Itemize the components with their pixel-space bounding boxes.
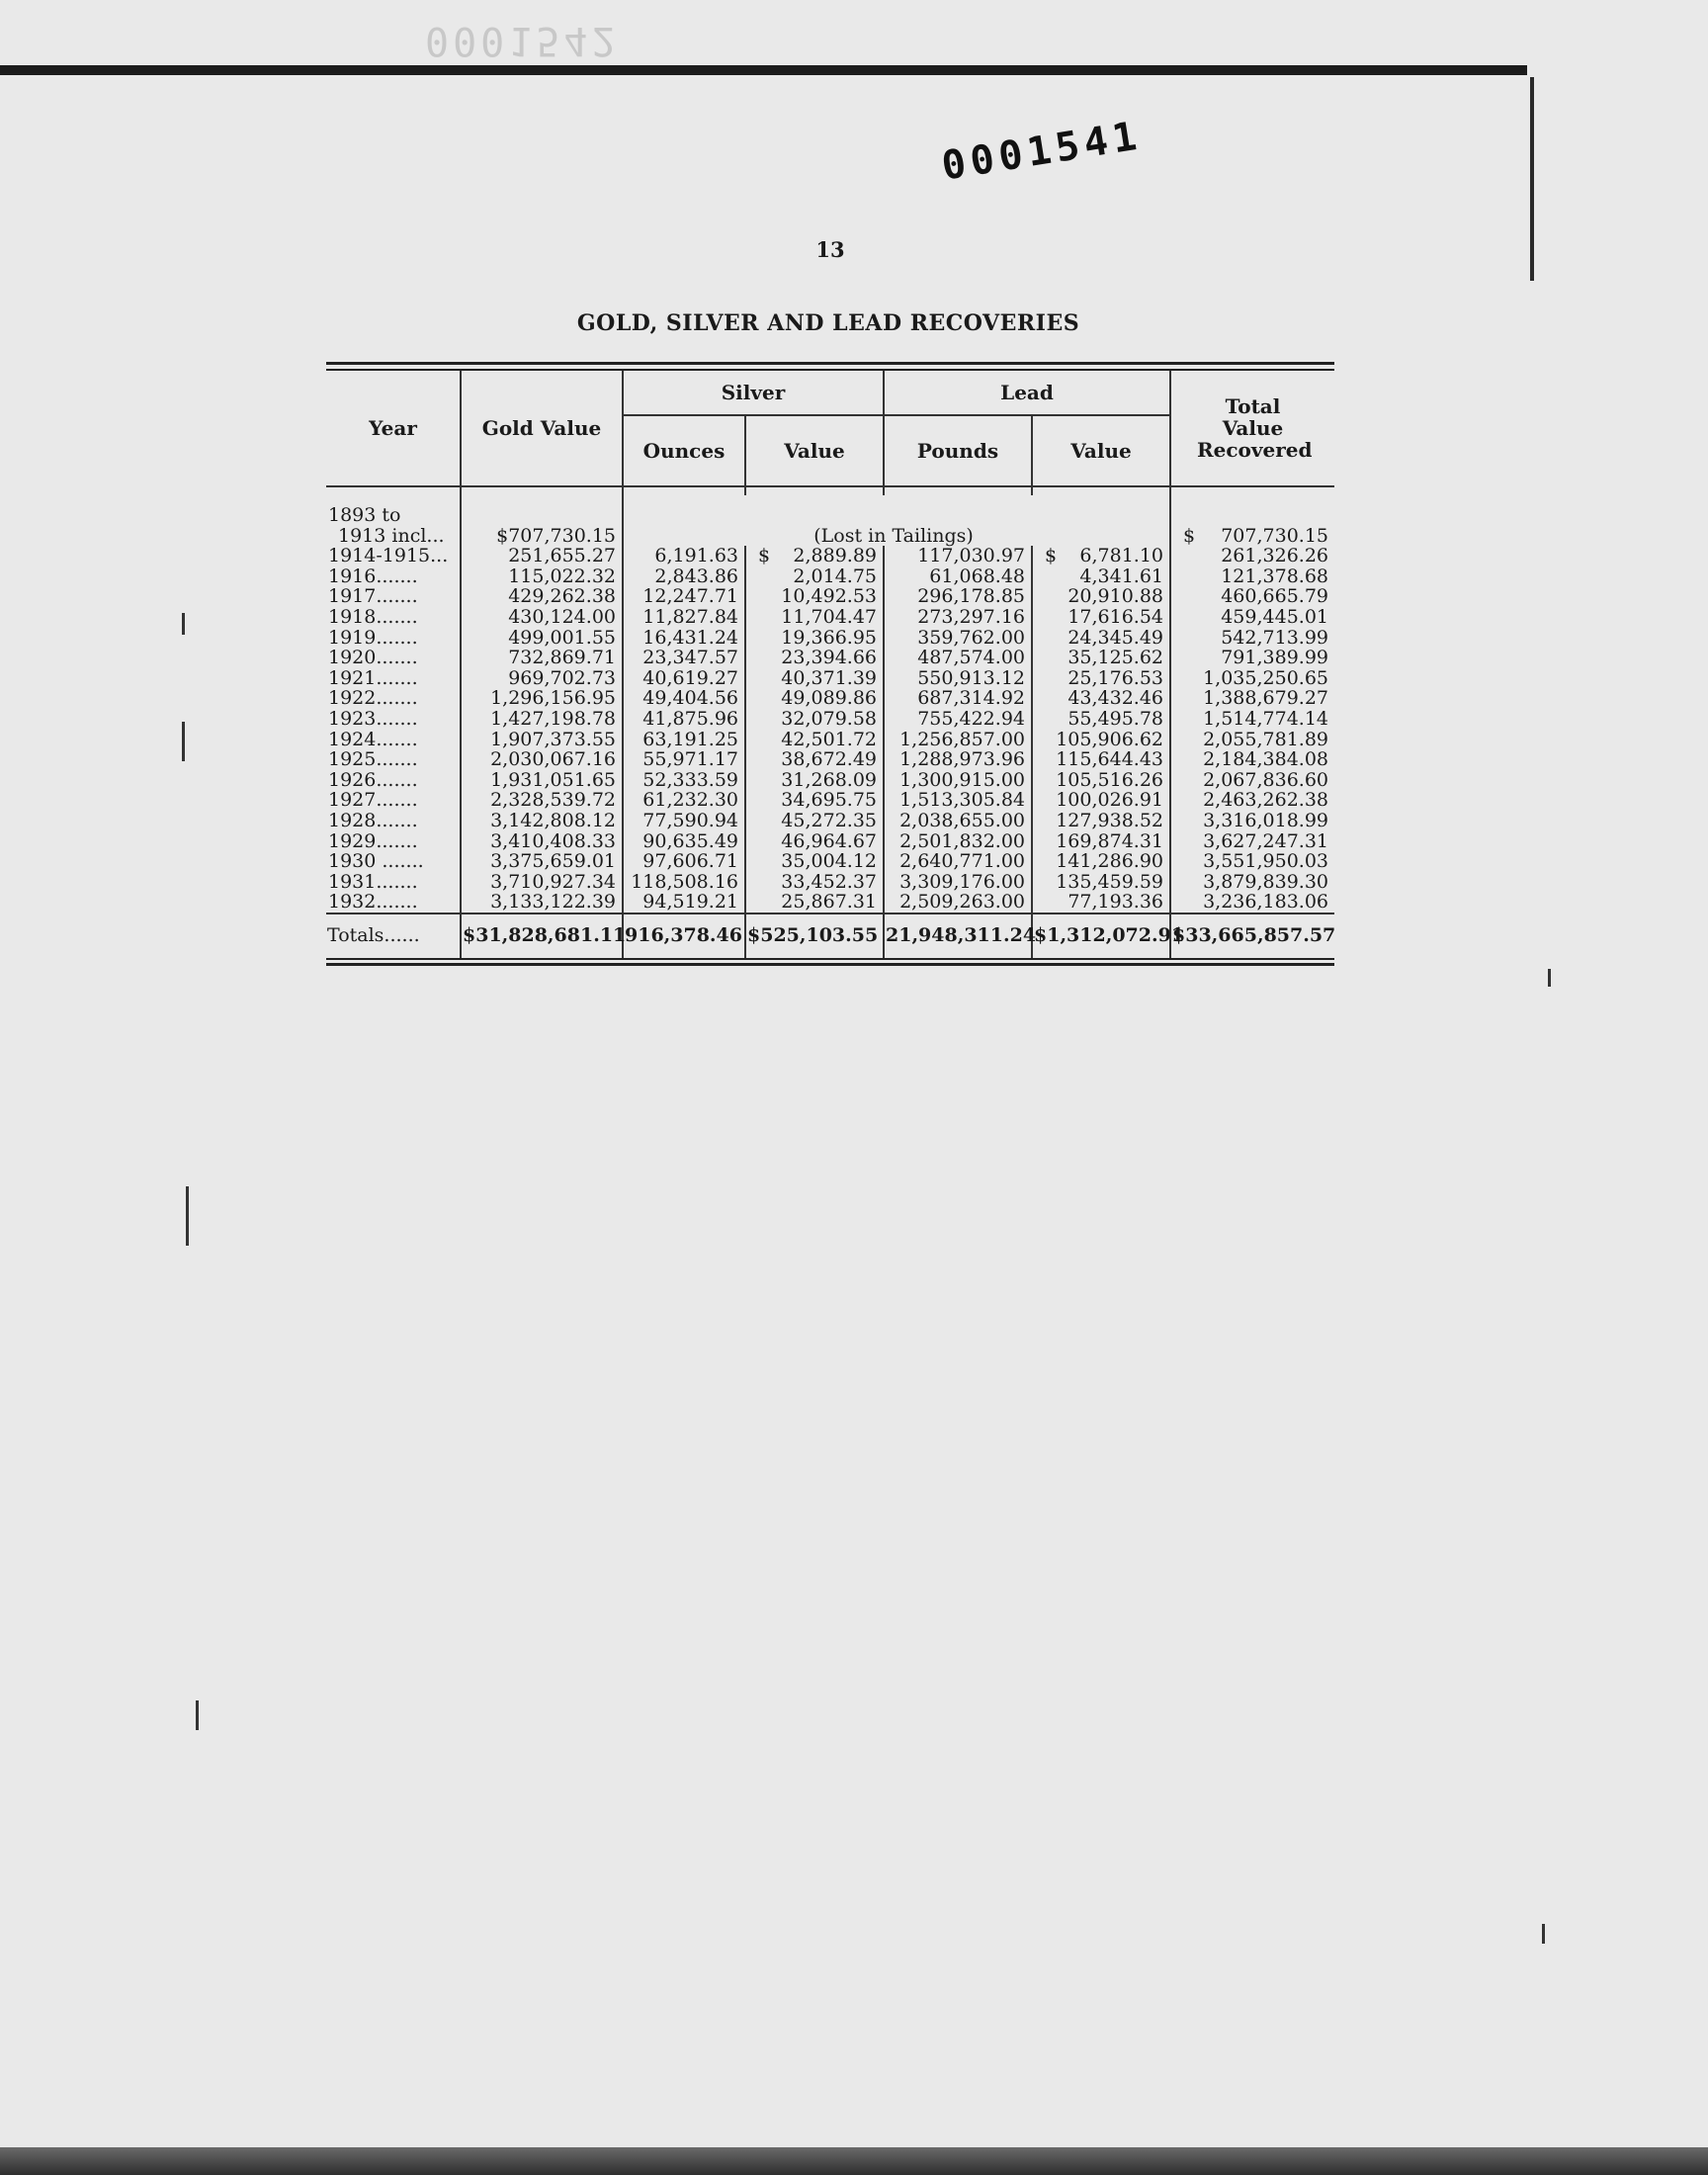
year-cell: 1928....... bbox=[328, 809, 418, 831]
silver-ounces-cell: 63,191.25 bbox=[623, 730, 745, 750]
gold-value-cell: 3,142,808.12 bbox=[461, 811, 623, 831]
lead-pounds-cell: 550,913.12 bbox=[884, 668, 1032, 689]
silver-ounces-cell: 61,232.30 bbox=[623, 790, 745, 811]
header-gold-value: Gold Value bbox=[461, 371, 623, 486]
silver-ounces-cell: 52,333.59 bbox=[623, 770, 745, 791]
margin-mark bbox=[1548, 969, 1551, 987]
totals-label: Totals...... bbox=[326, 914, 461, 958]
lead-pounds-cell: 1,288,973.96 bbox=[884, 749, 1032, 770]
lead-pounds-cell: 3,309,176.00 bbox=[884, 872, 1032, 893]
lead-pounds-cell: 1,300,915.00 bbox=[884, 770, 1032, 791]
lead-pounds-cell: 273,297.16 bbox=[884, 607, 1032, 628]
silver-ounces-cell: 97,606.71 bbox=[623, 851, 745, 872]
total-value-cell: 3,236,183.06 bbox=[1170, 892, 1334, 914]
gold-value-cell: 3,375,659.01 bbox=[461, 851, 623, 872]
table-title: GOLD, SILVER AND LEAD RECOVERIES bbox=[576, 310, 1080, 336]
table-row bbox=[326, 648, 1334, 668]
gold-value-cell: 430,124.00 bbox=[461, 607, 623, 628]
year-cell: 1914-1915... bbox=[328, 545, 449, 567]
year-cell: 1916....... bbox=[328, 565, 418, 587]
table-row bbox=[326, 872, 1334, 893]
silver-value-cell: 32,079.58 bbox=[745, 709, 884, 730]
gold-value-cell: 429,262.38 bbox=[461, 586, 623, 607]
year-cell: 1919....... bbox=[328, 626, 418, 649]
lost-in-tailings-note: (Lost in Tailings) bbox=[623, 526, 1170, 547]
margin-mark bbox=[1542, 1924, 1545, 1944]
gold-value-cell: 2,030,067.16 bbox=[461, 749, 623, 770]
table-row bbox=[326, 730, 1334, 750]
silver-ounces-cell: 77,590.94 bbox=[623, 811, 745, 831]
year-cell: 1925....... bbox=[328, 748, 418, 771]
total-value-cell: $ 707,730.15 bbox=[1170, 526, 1334, 547]
margin-mark bbox=[186, 1186, 189, 1246]
total-value-cell: 121,378.68 bbox=[1170, 566, 1334, 587]
table-row bbox=[326, 607, 1334, 628]
gold-value-cell: 1,427,198.78 bbox=[461, 709, 623, 730]
totals-silver-value: $525,103.55 bbox=[745, 914, 884, 958]
total-value-cell: 2,184,384.08 bbox=[1170, 749, 1334, 770]
silver-ounces-cell: 40,619.27 bbox=[623, 668, 745, 689]
year-cell: 1918....... bbox=[328, 605, 418, 628]
margin-mark bbox=[196, 1700, 199, 1730]
lead-pounds-cell: 359,762.00 bbox=[884, 628, 1032, 649]
year-cell: 1893 to bbox=[328, 504, 401, 526]
table-row bbox=[326, 790, 1334, 811]
silver-ounces-cell: 55,971.17 bbox=[623, 749, 745, 770]
year-cell: 1920....... bbox=[328, 647, 418, 669]
totals-row bbox=[326, 914, 1334, 958]
silver-value-cell: 2,014.75 bbox=[745, 566, 884, 587]
right-border-rule bbox=[1530, 77, 1534, 281]
table-row bbox=[326, 526, 1334, 547]
total-value-cell: 460,665.79 bbox=[1170, 586, 1334, 607]
silver-value-cell: 45,272.35 bbox=[745, 811, 884, 831]
dollar-sign: $ bbox=[758, 545, 771, 567]
year-cell: 1927....... bbox=[328, 789, 418, 812]
header-silver: Silver bbox=[623, 371, 884, 415]
lead-value-cell: 35,125.62 bbox=[1032, 648, 1170, 668]
silver-value-cell: $ 2,889.89 bbox=[745, 546, 884, 566]
lead-value-cell: 127,938.52 bbox=[1032, 811, 1170, 831]
table-row bbox=[326, 770, 1334, 791]
lead-value-cell: 77,193.36 bbox=[1032, 892, 1170, 914]
table-row bbox=[326, 688, 1334, 709]
table-row bbox=[326, 892, 1334, 914]
total-value-cell: 3,627,247.31 bbox=[1170, 831, 1334, 852]
table-bottom-rule bbox=[326, 958, 1334, 966]
gold-value-cell: 732,869.71 bbox=[461, 648, 623, 668]
lead-value-cell: 115,644.43 bbox=[1032, 749, 1170, 770]
gold-value-cell: 3,133,122.39 bbox=[461, 892, 623, 914]
lead-value-cell: 141,286.90 bbox=[1032, 851, 1170, 872]
table-row bbox=[326, 566, 1334, 587]
header-silver-ounces: Ounces bbox=[623, 415, 745, 486]
lead-value-cell: 25,176.53 bbox=[1032, 668, 1170, 689]
silver-value-cell: 19,366.95 bbox=[745, 628, 884, 649]
header-year: Year bbox=[369, 416, 417, 440]
silver-ounces-cell: 23,347.57 bbox=[623, 648, 745, 668]
table-row bbox=[326, 749, 1334, 770]
gold-value-cell: 115,022.32 bbox=[461, 566, 623, 587]
lead-pounds-cell: 687,314.92 bbox=[884, 688, 1032, 709]
year-cell: 1926....... bbox=[328, 768, 418, 791]
year-cell: 1923....... bbox=[328, 707, 418, 730]
scan-bottom-edge bbox=[0, 2147, 1708, 2175]
total-value-cell: 261,326.26 bbox=[1170, 546, 1334, 566]
lead-value-cell: 105,906.62 bbox=[1032, 730, 1170, 750]
table-row bbox=[326, 495, 1334, 526]
lead-value-cell: 43,432.46 bbox=[1032, 688, 1170, 709]
table-row bbox=[326, 831, 1334, 852]
lead-pounds-cell: 61,068.48 bbox=[884, 566, 1032, 587]
table-row bbox=[326, 668, 1334, 689]
lead-pounds-cell: 2,640,771.00 bbox=[884, 851, 1032, 872]
gold-value-cell: 251,655.27 bbox=[461, 546, 623, 566]
header-silver-value: Value bbox=[745, 415, 884, 486]
gold-value-cell: 1,296,156.95 bbox=[461, 688, 623, 709]
table-row bbox=[326, 546, 1334, 566]
year-cell: 1921....... bbox=[328, 666, 418, 689]
margin-mark bbox=[182, 722, 185, 761]
totals-total-value: $33,665,857.57 bbox=[1170, 914, 1334, 958]
page-number: 13 bbox=[815, 237, 845, 262]
header-total-value: Total Value Recovered bbox=[1170, 371, 1334, 486]
total-value-cell: 2,055,781.89 bbox=[1170, 730, 1334, 750]
silver-ounces-cell: 41,875.96 bbox=[623, 709, 745, 730]
dollar-sign: $ bbox=[1183, 524, 1196, 547]
lead-value-cell: 4,341.61 bbox=[1032, 566, 1170, 587]
year-cell: 1931....... bbox=[328, 870, 418, 893]
year-cell: 1930 ....... bbox=[328, 850, 424, 873]
lead-pounds-cell: 487,574.00 bbox=[884, 648, 1032, 668]
lead-pounds-cell: 296,178.85 bbox=[884, 586, 1032, 607]
lead-pounds-cell: 117,030.97 bbox=[884, 546, 1032, 566]
gold-value-cell: 499,001.55 bbox=[461, 628, 623, 649]
total-value-cell: 3,879,839.30 bbox=[1170, 872, 1334, 893]
year-cell: 1932....... bbox=[328, 891, 418, 914]
silver-ounces-cell: 16,431.24 bbox=[623, 628, 745, 649]
silver-value-cell: 33,452.37 bbox=[745, 872, 884, 893]
silver-value-cell: 23,394.66 bbox=[745, 648, 884, 668]
lead-pounds-cell: 1,513,305.84 bbox=[884, 790, 1032, 811]
lead-value-cell: $ 6,781.10 bbox=[1032, 546, 1170, 566]
margin-mark bbox=[182, 613, 185, 635]
silver-value-cell: 25,867.31 bbox=[745, 892, 884, 914]
total-value-cell: 2,463,262.38 bbox=[1170, 790, 1334, 811]
silver-value-cell: 10,492.53 bbox=[745, 586, 884, 607]
gold-value-cell: 3,710,927.34 bbox=[461, 872, 623, 893]
table-row bbox=[326, 628, 1334, 649]
silver-ounces-cell: 11,827.84 bbox=[623, 607, 745, 628]
gold-value-cell: 1,931,051.65 bbox=[461, 770, 623, 791]
year-cell: 1917....... bbox=[328, 585, 418, 608]
lead-value-cell: 24,345.49 bbox=[1032, 628, 1170, 649]
lead-value-cell: 55,495.78 bbox=[1032, 709, 1170, 730]
table-row bbox=[326, 586, 1334, 607]
lead-pounds-cell: 2,038,655.00 bbox=[884, 811, 1032, 831]
silver-ounces-cell: 94,519.21 bbox=[623, 892, 745, 914]
total-value-cell: 1,035,250.65 bbox=[1170, 668, 1334, 689]
dollar-sign: $ bbox=[1045, 545, 1058, 567]
gold-value-cell: 969,702.73 bbox=[461, 668, 623, 689]
document-stamp-number: 0001541 bbox=[938, 113, 1145, 190]
gold-value-cell: 1,907,373.55 bbox=[461, 730, 623, 750]
gold-value-cell: 2,328,539.72 bbox=[461, 790, 623, 811]
year-cell: 1913 incl... bbox=[338, 524, 445, 547]
year-cell: 1929....... bbox=[328, 829, 418, 852]
gold-value-cell: $707,730.15 bbox=[461, 526, 623, 547]
silver-value-cell: 11,704.47 bbox=[745, 607, 884, 628]
silver-value-cell: 35,004.12 bbox=[745, 851, 884, 872]
silver-ounces-cell: 6,191.63 bbox=[623, 546, 745, 566]
gold-value-cell: 3,410,408.33 bbox=[461, 831, 623, 852]
year-cell: 1922....... bbox=[328, 687, 418, 710]
silver-value-cell: 38,672.49 bbox=[745, 749, 884, 770]
lead-pounds-cell: 2,501,832.00 bbox=[884, 831, 1032, 852]
lead-value-cell: 17,616.54 bbox=[1032, 607, 1170, 628]
totals-gold: $31,828,681.11 bbox=[461, 914, 623, 958]
top-border-bar bbox=[0, 65, 1527, 75]
bleed-through-stamp: 0001542 bbox=[425, 18, 620, 63]
header-lead-pounds: Pounds bbox=[884, 415, 1032, 486]
silver-value-cell: 49,089.86 bbox=[745, 688, 884, 709]
silver-ounces-cell: 90,635.49 bbox=[623, 831, 745, 852]
table-row bbox=[326, 851, 1334, 872]
totals-lead-value: $1,312,072.91 bbox=[1032, 914, 1170, 958]
table-row bbox=[326, 709, 1334, 730]
lead-value-cell: 105,516.26 bbox=[1032, 770, 1170, 791]
silver-value-cell: 46,964.67 bbox=[745, 831, 884, 852]
silver-ounces-cell: 49,404.56 bbox=[623, 688, 745, 709]
lead-value-cell: 100,026.91 bbox=[1032, 790, 1170, 811]
header-lead: Lead bbox=[884, 371, 1170, 415]
total-value-cell: 1,514,774.14 bbox=[1170, 709, 1334, 730]
silver-value-cell: 31,268.09 bbox=[745, 770, 884, 791]
totals-lead-pounds: 21,948,311.24 bbox=[884, 914, 1032, 958]
total-value-cell: 3,551,950.03 bbox=[1170, 851, 1334, 872]
silver-ounces-cell: 118,508.16 bbox=[623, 872, 745, 893]
table-top-rule bbox=[326, 362, 1334, 371]
silver-ounces-cell: 2,843.86 bbox=[623, 566, 745, 587]
lead-pounds-cell: 755,422.94 bbox=[884, 709, 1032, 730]
silver-value-cell: 42,501.72 bbox=[745, 730, 884, 750]
silver-value-cell: 34,695.75 bbox=[745, 790, 884, 811]
total-value-cell: 2,067,836.60 bbox=[1170, 770, 1334, 791]
total-value-cell: 459,445.01 bbox=[1170, 607, 1334, 628]
totals-silver-ounces: 916,378.46 bbox=[623, 914, 745, 958]
lead-pounds-cell: 1,256,857.00 bbox=[884, 730, 1032, 750]
total-value-cell: 3,316,018.99 bbox=[1170, 811, 1334, 831]
total-value-cell: 1,388,679.27 bbox=[1170, 688, 1334, 709]
year-cell: 1924....... bbox=[328, 728, 418, 750]
recoveries-table bbox=[326, 362, 1334, 966]
total-value-cell: 791,389.99 bbox=[1170, 648, 1334, 668]
lead-value-cell: 135,459.59 bbox=[1032, 872, 1170, 893]
silver-value-cell: 40,371.39 bbox=[745, 668, 884, 689]
total-value-cell: 542,713.99 bbox=[1170, 628, 1334, 649]
table-row bbox=[326, 811, 1334, 831]
header-lead-value: Value bbox=[1032, 415, 1170, 486]
lead-value-cell: 20,910.88 bbox=[1032, 586, 1170, 607]
silver-ounces-cell: 12,247.71 bbox=[623, 586, 745, 607]
lead-pounds-cell: 2,509,263.00 bbox=[884, 892, 1032, 914]
lead-value-cell: 169,874.31 bbox=[1032, 831, 1170, 852]
